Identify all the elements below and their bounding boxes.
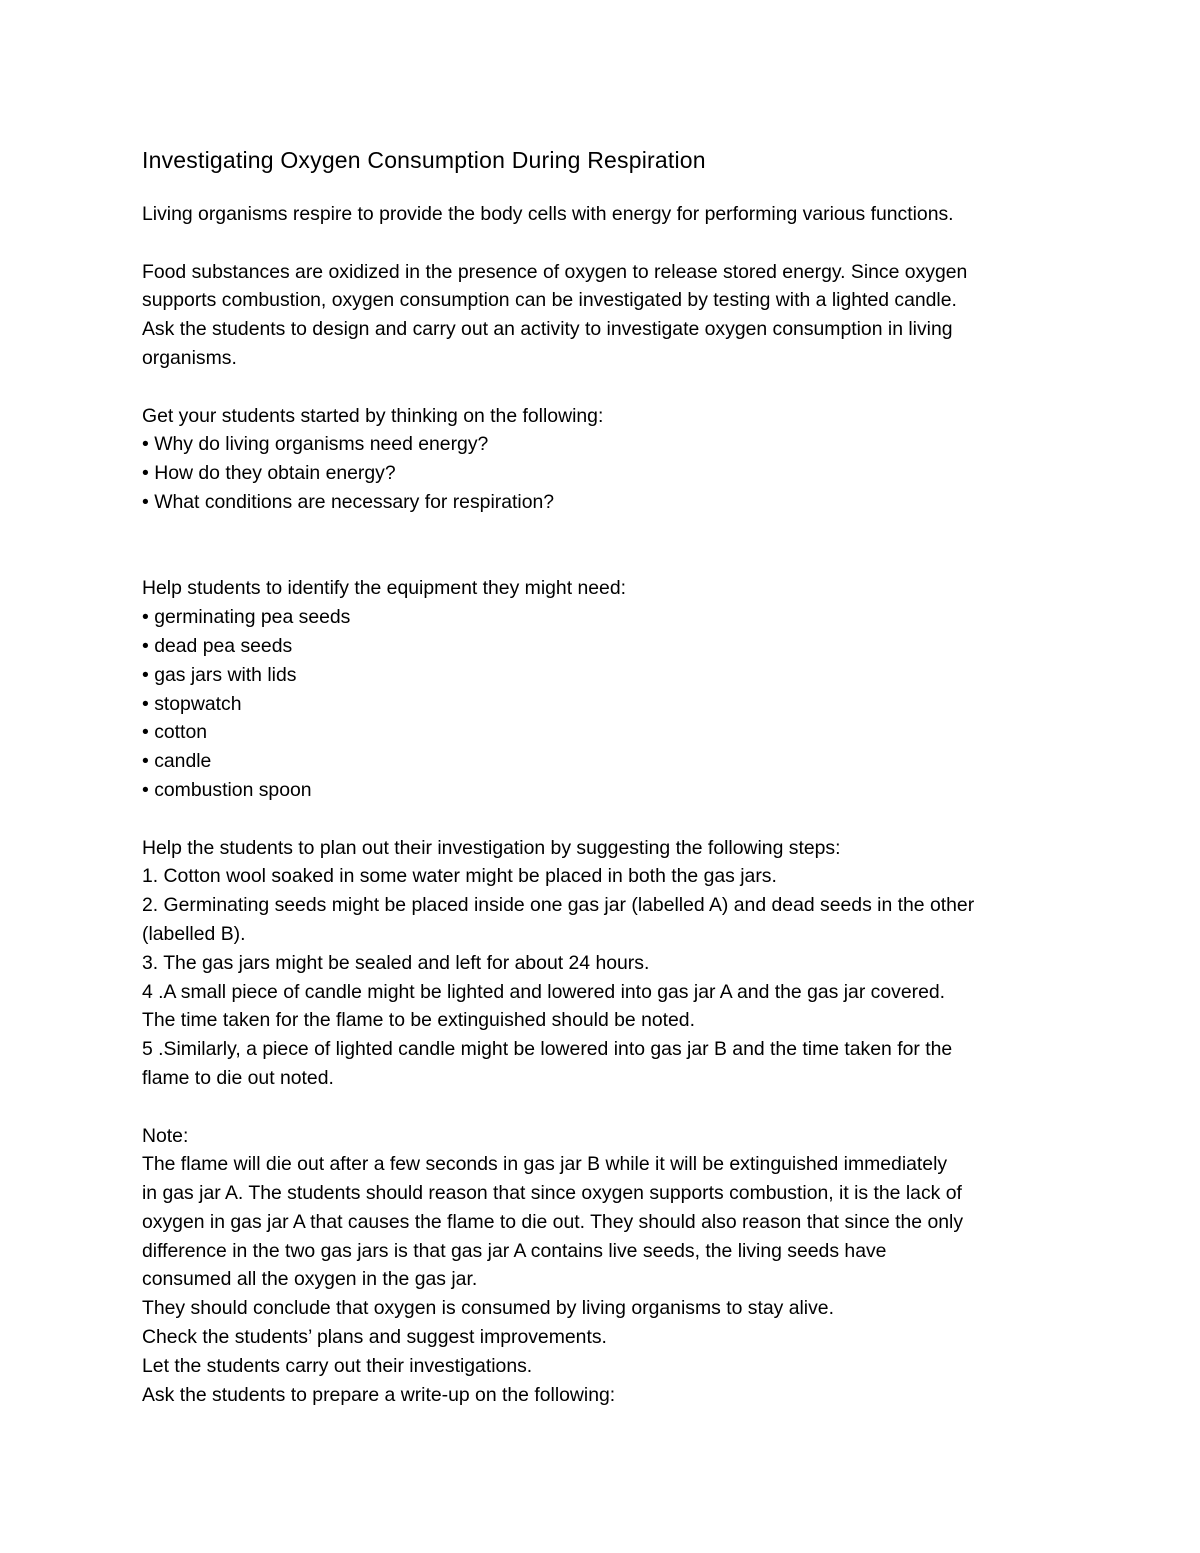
list-item: • combustion spoon [142,776,1072,805]
food-paragraph [142,258,1072,373]
note-line: Check the students’ plans and suggest improvements. [142,1326,607,1349]
note-section [142,1122,1072,1410]
list-item: • stopwatch [142,690,1072,719]
food-line: organisms. [142,346,237,369]
step-line: 1. Cotton wool soaked in some water might be placed in both the gas jars. [142,865,777,888]
food-line: Ask the students to design and carry out an activity to investigate oxygen consumption in living [142,318,953,341]
note-line: Ask the students to prepare a write-up on the following: [142,1383,616,1406]
step-line: The time taken for the flame to be extinguished should be noted. [142,1009,695,1032]
food-line: Food substances are oxidized in the presence of oxygen to release stored energy. Since oxygen [142,260,968,283]
list-item: • Why do living organisms need energy? [142,430,1072,459]
spacer [142,546,1072,575]
note-line: difference in the two gas jars is that gas jar A contains live seeds, the living seeds have [142,1239,887,1262]
list-item: • How do they obtain energy? [142,459,1072,488]
steps-section [142,834,1072,1093]
note-line: Let the students carry out their investigations. [142,1354,533,1377]
food-line: supports combustion, oxygen consumption can be investigated by testing with a lighted candle. [142,289,957,312]
step-line: 3. The gas jars might be sealed and left for about 24 hours. [142,951,650,974]
step-line: 4 .A small piece of candle might be lighted and lowered into gas jar A and the gas jar covered. [142,980,946,1003]
page-title: Investigating Oxygen Consumption During Respiration [142,147,706,173]
list-item: • cotton [142,718,1072,747]
step-line: (labelled B). [142,922,246,945]
list-item: • dead pea seeds [142,632,1072,661]
list-item: • germinating pea seeds [142,603,1072,632]
step-line: 2. Germinating seeds might be placed inside one gas jar (labelled A) and dead seeds in the other [142,894,975,917]
note-line: The flame will die out after a few seconds in gas jar B while it will be extinguished immediately [142,1153,948,1176]
step-line: flame to die out noted. [142,1066,334,1089]
list-item: • gas jars with lids [142,661,1072,690]
note-heading: Note: [142,1124,189,1147]
equipment-section [142,574,1072,804]
step-line: 5 .Similarly, a piece of lighted candle might be lowered into gas jar B and the time taken for the [142,1038,953,1061]
list-item: • candle [142,747,1072,776]
note-line: consumed all the oxygen in the gas jar. [142,1268,478,1291]
thinking-section [142,402,1072,517]
list-item: • What conditions are necessary for respiration? [142,488,1072,517]
note-line: They should conclude that oxygen is consumed by living organisms to stay alive. [142,1297,834,1320]
note-line: oxygen in gas jar A that causes the flame to die out. They should also reason that since the only [142,1210,964,1233]
intro-paragraph [142,200,1072,229]
note-line: in gas jar A. The students should reason that since oxygen supports combustion, it is the lack of [142,1182,962,1205]
intro-line: Living organisms respire to provide the body cells with energy for performing various functions. [142,203,954,225]
equipment-heading: Help students to identify the equipment they might need: [142,577,626,600]
document-body [142,142,1072,1438]
thinking-heading: Get your students started by thinking on the following: [142,404,604,427]
steps-heading: Help the students to plan out their investigation by suggesting the following steps: [142,836,841,859]
